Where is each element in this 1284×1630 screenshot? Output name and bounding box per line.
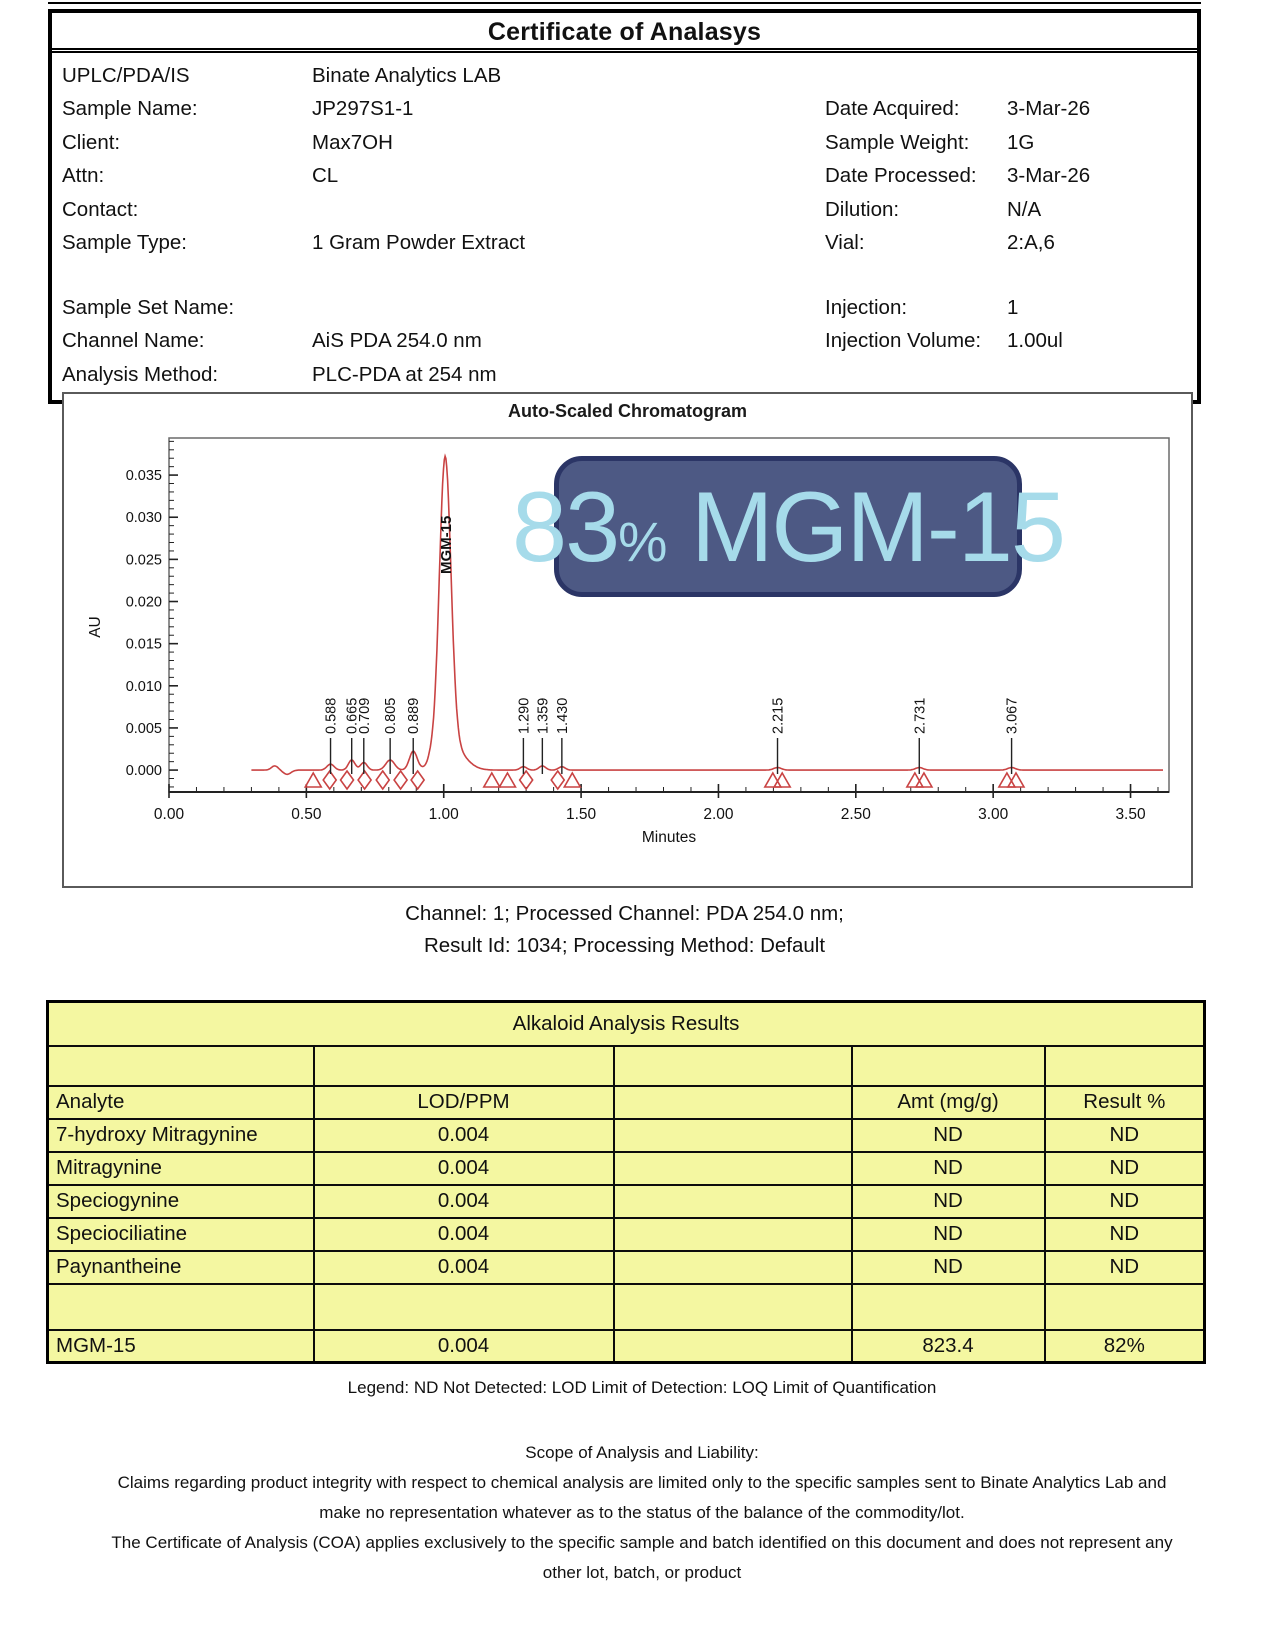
field-label: Dilution: (825, 197, 900, 221)
results-data-row (48, 1119, 1205, 1152)
field-value: 1G (1007, 130, 1035, 154)
empty-cell (614, 1251, 852, 1284)
chart-title: Auto-Scaled Chromatogram (507, 401, 748, 421)
results-data-row (48, 1152, 1205, 1185)
amount-cell (852, 1284, 1045, 1330)
field-value (302, 264, 815, 288)
header-row (52, 325, 1197, 359)
lod-cell: 0.004 (314, 1119, 614, 1152)
scope-line: The Certificate of Analysis (COA) applies exclusively to the specific sample and batch identified on this document and does not represent any (111, 1533, 1173, 1552)
lod-cell: 0.004 (314, 1185, 614, 1218)
caption-result-id: Result Id: 1034; Processing Method: Default (423, 934, 826, 957)
svg-text:1.50: 1.50 (566, 806, 597, 823)
field-value: CL (312, 164, 339, 188)
field-value (997, 264, 1197, 288)
svg-text:0.709: 0.709 (356, 697, 373, 734)
lod-cell: 0.004 (314, 1152, 614, 1185)
field-value: Max7OH (312, 130, 393, 154)
svg-text:1.359: 1.359 (535, 697, 552, 734)
header-row (52, 160, 1197, 194)
empty-cell (614, 1218, 852, 1251)
field-value: 1 (1007, 295, 1019, 319)
field-label: Attn: (62, 164, 105, 188)
result-cell: 82% (1045, 1330, 1205, 1363)
lod-cell: 0.004 (314, 1330, 614, 1363)
field-label: Channel Name: (62, 329, 205, 353)
analyte-cell: Paynantheine (48, 1251, 314, 1284)
svg-text:0.50: 0.50 (291, 806, 322, 823)
chart-captions (48, 898, 1201, 962)
svg-text:2.00: 2.00 (703, 806, 734, 823)
results-data-row (48, 1218, 1205, 1251)
svg-text:MGM-15: MGM-15 (438, 515, 456, 574)
analyte-cell: MGM-15 (48, 1330, 314, 1363)
svg-text:0.665: 0.665 (344, 697, 361, 734)
svg-text:2.731: 2.731 (912, 697, 929, 734)
field-label: Client: (62, 130, 121, 154)
field-label: Injection: (825, 295, 908, 319)
amount-cell: ND (852, 1119, 1045, 1152)
result-cell: ND (1045, 1218, 1205, 1251)
field-value (997, 363, 1197, 387)
legend-note: Legend: ND Not Detected: LOD Limit of Detection: LOQ Limit of Quantification (347, 1378, 937, 1397)
header-row (52, 260, 1197, 291)
results-column-header: Amt (mg/g) (852, 1086, 1045, 1119)
empty-cell (614, 1119, 852, 1152)
empty-cell (614, 1284, 852, 1330)
analyte-cell (48, 1284, 314, 1330)
amount-cell: ND (852, 1251, 1045, 1284)
chromatogram-panel (62, 392, 1193, 888)
result-cell: ND (1045, 1185, 1205, 1218)
field-label: Sample Type: (62, 231, 187, 255)
header-row (52, 126, 1197, 160)
scope-lines (25, 1468, 1259, 1588)
field-value: 3-Mar-26 (1007, 164, 1091, 188)
scope-title: Scope of Analysis and Liability: (525, 1443, 759, 1462)
amount-cell: 823.4 (852, 1330, 1045, 1363)
field-label: Sample Name: (62, 97, 198, 121)
analyte-cell: Speciociliatine (48, 1218, 314, 1251)
result-cell: ND (1045, 1251, 1205, 1284)
svg-text:0.035: 0.035 (125, 468, 162, 485)
svg-text:1.430: 1.430 (554, 697, 571, 734)
results-column-header: Analyte (48, 1086, 314, 1119)
svg-text:3.50: 3.50 (1115, 806, 1146, 823)
svg-text:0.025: 0.025 (125, 552, 162, 569)
header-fields (52, 53, 1197, 400)
svg-text:0.005: 0.005 (125, 720, 162, 737)
caption-channel: Channel: 1; Processed Channel: PDA 254.0 nm; (405, 902, 844, 925)
empty-cell (614, 1152, 852, 1185)
field-label (815, 64, 997, 88)
lod-cell (314, 1284, 614, 1330)
top-rule (48, 2, 1201, 4)
field-label: Sample Set Name: (62, 295, 235, 319)
header-row (52, 227, 1197, 261)
field-value: PLC-PDA at 254 nm (312, 362, 497, 386)
header-row (52, 93, 1197, 127)
header-row (52, 59, 1197, 93)
svg-text:0.805: 0.805 (383, 697, 400, 734)
svg-text:2.50: 2.50 (840, 806, 871, 823)
results-data-row (48, 1185, 1205, 1218)
svg-text:0.588: 0.588 (323, 697, 340, 734)
field-label: Analysis Method: (62, 362, 219, 386)
header-info-table (48, 9, 1201, 404)
scope-line: make no representation whatever as to the status of the balance of the commodity/lot. (319, 1503, 965, 1522)
alkaloid-results-section (46, 1000, 1203, 1364)
field-label: Vial: (825, 231, 865, 255)
results-data-row (48, 1330, 1205, 1363)
svg-text:AU: AU (87, 616, 104, 638)
field-label (815, 264, 997, 288)
amount-cell: ND (852, 1152, 1045, 1185)
svg-text:1.00: 1.00 (428, 806, 459, 823)
amount-cell: ND (852, 1185, 1045, 1218)
svg-text:0.000: 0.000 (125, 763, 162, 780)
analyte-cell: Mitragynine (48, 1152, 314, 1185)
results-data-row (48, 1251, 1205, 1284)
result-cell: ND (1045, 1119, 1205, 1152)
scope-liability-block (25, 1438, 1259, 1588)
field-value: 1 Gram Powder Extract (312, 231, 526, 255)
results-column-header: LOD/PPM (314, 1086, 614, 1119)
analyte-cell: Speciogynine (48, 1185, 314, 1218)
svg-text:0.015: 0.015 (125, 636, 162, 653)
field-value (997, 64, 1197, 88)
scope-line: Claims regarding product integrity with respect to chemical analysis are limited only to the specific samples sent to Binate Analytics Lab and (117, 1473, 1167, 1492)
empty-cell (614, 1330, 852, 1363)
field-value: Binate Analytics LAB (312, 63, 502, 87)
results-column-header: Result % (1045, 1086, 1205, 1119)
field-label: Date Processed: (825, 164, 977, 188)
field-label: UPLC/PDA/IS (62, 63, 190, 87)
header-row (52, 193, 1197, 227)
field-value: 1.00ul (1007, 329, 1063, 353)
document-title: Certificate of Analasys (52, 13, 1197, 53)
svg-text:2.215: 2.215 (770, 697, 787, 734)
svg-text:0.889: 0.889 (406, 697, 423, 734)
results-column-header (614, 1086, 852, 1119)
results-table-title: Alkaloid Analysis Results (48, 1002, 1205, 1046)
svg-text:0.020: 0.020 (125, 594, 162, 611)
svg-text:3.00: 3.00 (978, 806, 1009, 823)
field-label (815, 363, 997, 387)
field-value: AiS PDA 254.0 nm (312, 329, 482, 353)
empty-cell (614, 1185, 852, 1218)
svg-text:0.010: 0.010 (125, 678, 162, 695)
field-value: 2:A,6 (1007, 231, 1055, 255)
analyte-cell: 7-hydroxy Mitragynine (48, 1119, 314, 1152)
amount-cell: ND (852, 1218, 1045, 1251)
results-spacer-row (48, 1284, 1205, 1330)
results-header-row (48, 1086, 1205, 1119)
field-value: 3-Mar-26 (1007, 97, 1091, 121)
field-value: N/A (1007, 197, 1042, 221)
svg-text:0.030: 0.030 (125, 510, 162, 527)
field-label: Contact: (62, 197, 139, 221)
header-row (52, 358, 1197, 392)
purity-badge (512, 456, 1064, 597)
field-label (52, 264, 302, 288)
alkaloid-results-table (46, 1000, 1206, 1364)
svg-text:Minutes: Minutes (641, 829, 697, 846)
lod-cell: 0.004 (314, 1251, 614, 1284)
field-value: JP297S1-1 (312, 97, 414, 121)
field-label: Sample Weight: (825, 130, 970, 154)
result-cell (1045, 1284, 1205, 1330)
lod-cell: 0.004 (314, 1218, 614, 1251)
purity-badge-text: 83% MGM-15 (512, 471, 1064, 582)
svg-text:0.00: 0.00 (153, 806, 185, 823)
field-value (302, 198, 815, 222)
results-spacer-row (48, 1046, 1205, 1086)
svg-text:1.290: 1.290 (516, 697, 533, 734)
svg-text:3.067: 3.067 (1004, 697, 1021, 734)
field-label: Date Acquired: (825, 97, 960, 121)
scope-line: other lot, batch, or product (542, 1563, 742, 1582)
result-cell: ND (1045, 1152, 1205, 1185)
field-label: Injection Volume: (825, 329, 982, 353)
header-row (52, 291, 1197, 325)
field-value (302, 296, 815, 320)
